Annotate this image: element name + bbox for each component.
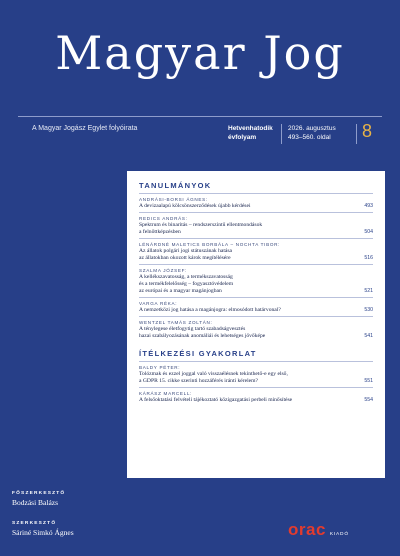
chief-editor-name: Bodzási Balázs — [12, 498, 59, 507]
toc-entry — [139, 297, 373, 316]
toc-entry-author: KÁRÁSZ MARCELL: — [139, 391, 193, 396]
issue-date: 2026. augusztus — [288, 125, 336, 132]
section-heading-studies: TANULMÁNYOK — [139, 181, 212, 190]
toc-entry-page: 493 — [364, 203, 373, 209]
toc-entry-title: Spektrum és binaritás – rendszerszintű ellentmondások — [139, 222, 263, 228]
toc-entry-page: 521 — [364, 288, 373, 294]
toc-entry-author: WENTZEL TAMÁS ZOLTÁN: — [139, 320, 213, 325]
toc-entry-title: A devizaalapú kölcsönszerződések újabb kérdései — [139, 203, 251, 209]
divider — [356, 124, 357, 144]
toc-entry-title: hazai szabályozásának anomáliái és lehetséges jövőképe — [139, 333, 266, 339]
toc-entry-title: Tolózmak és ezzel joggal való visszaélésnek tekinthető-e egy első, — [139, 371, 288, 377]
toc-entry-author: LÉNÁRDNÉ MALETICS BORBÁLA – NOCHTA TIBOR: — [139, 242, 281, 247]
toc-entry-title: a felnőttképzésben — [139, 229, 181, 235]
masthead-rule — [18, 116, 382, 117]
toc-entry — [139, 212, 373, 238]
publisher-name: orac — [288, 520, 326, 539]
toc-entry-author: SZALMA JÓZSEF: — [139, 268, 188, 273]
toc-entry-page: 551 — [364, 378, 373, 384]
toc-entry-page: 541 — [364, 333, 373, 339]
toc-entry — [139, 361, 373, 387]
publisher-suffix: KIADÓ — [329, 532, 349, 537]
toc-entry — [139, 238, 373, 264]
journal-subtitle: A Magyar Jogász Egylet folyóirata — [32, 125, 138, 132]
toc-entry-title: az állatokban okozott károk megítélésére — [139, 255, 231, 261]
toc-entry-title: Az állatok polgári jogi státuszának hatása — [139, 248, 233, 254]
toc-entry — [139, 264, 373, 297]
toc-entry-title: A felsőoktatási felvételi tájékoztató közigazgatási perbeli minősítése — [139, 397, 293, 403]
toc-entry-page: 554 — [364, 397, 373, 403]
section-heading-practice: ÍTÉLKEZÉSI GYAKORLAT — [139, 349, 257, 358]
volume-line-1: Hetvenhatodik — [228, 125, 273, 132]
toc-entry — [139, 193, 373, 212]
issue-date-info — [288, 124, 336, 142]
table-of-contents — [127, 171, 385, 478]
practice-list — [139, 361, 373, 406]
toc-entry — [139, 316, 373, 342]
toc-entry-author: BALDY PÉTER: — [139, 365, 181, 370]
toc-entry-title: A kellékszavatosság, a termékszavatosság — [139, 274, 233, 280]
toc-entry-author: VARGA RÉKA: — [139, 301, 178, 306]
journal-title: Magyar Jog — [55, 26, 345, 80]
toc-entry-title: a GDPR 15. cikke szerinti hozzáférés iránti kérelem? — [139, 378, 258, 384]
chief-editor-block — [12, 491, 65, 507]
volume-info — [228, 124, 273, 142]
issue-number: 8 — [362, 121, 373, 141]
toc-entry-title: az európai és a magyar magánjogban — [139, 288, 222, 294]
toc-entry-page: 530 — [364, 307, 373, 313]
toc-entry-title: A ténylegese életfogytig tartó szabadságvesztés — [139, 326, 246, 332]
toc-entry — [139, 387, 373, 406]
toc-entry-author: ANDRÁSI-BORSI ÁGNES: — [139, 197, 208, 202]
studies-list — [139, 193, 373, 342]
toc-entry-page: 516 — [364, 255, 373, 261]
volume-line-2: évfolyam — [228, 134, 257, 141]
editor-name: Sáriné Simkó Ágnes — [12, 528, 74, 537]
divider — [281, 124, 282, 144]
toc-entry-title: A nemzetközi jog hatása a magánjogra: elmosódott határvonal? — [139, 307, 281, 313]
chief-editor-label: FŐSZERKESZTŐ — [12, 491, 66, 496]
toc-entry-author: REDICS ANDRÁS: — [139, 216, 188, 221]
editor-block — [12, 521, 74, 537]
toc-entry-page: 504 — [364, 229, 373, 235]
issue-pages: 493–560. oldal — [288, 134, 331, 141]
publisher-logo — [288, 520, 349, 540]
toc-entry-title: és a termékfelelősség – fogyasztóvédelem — [139, 281, 234, 287]
editor-label: SZERKESZTŐ — [12, 521, 57, 526]
